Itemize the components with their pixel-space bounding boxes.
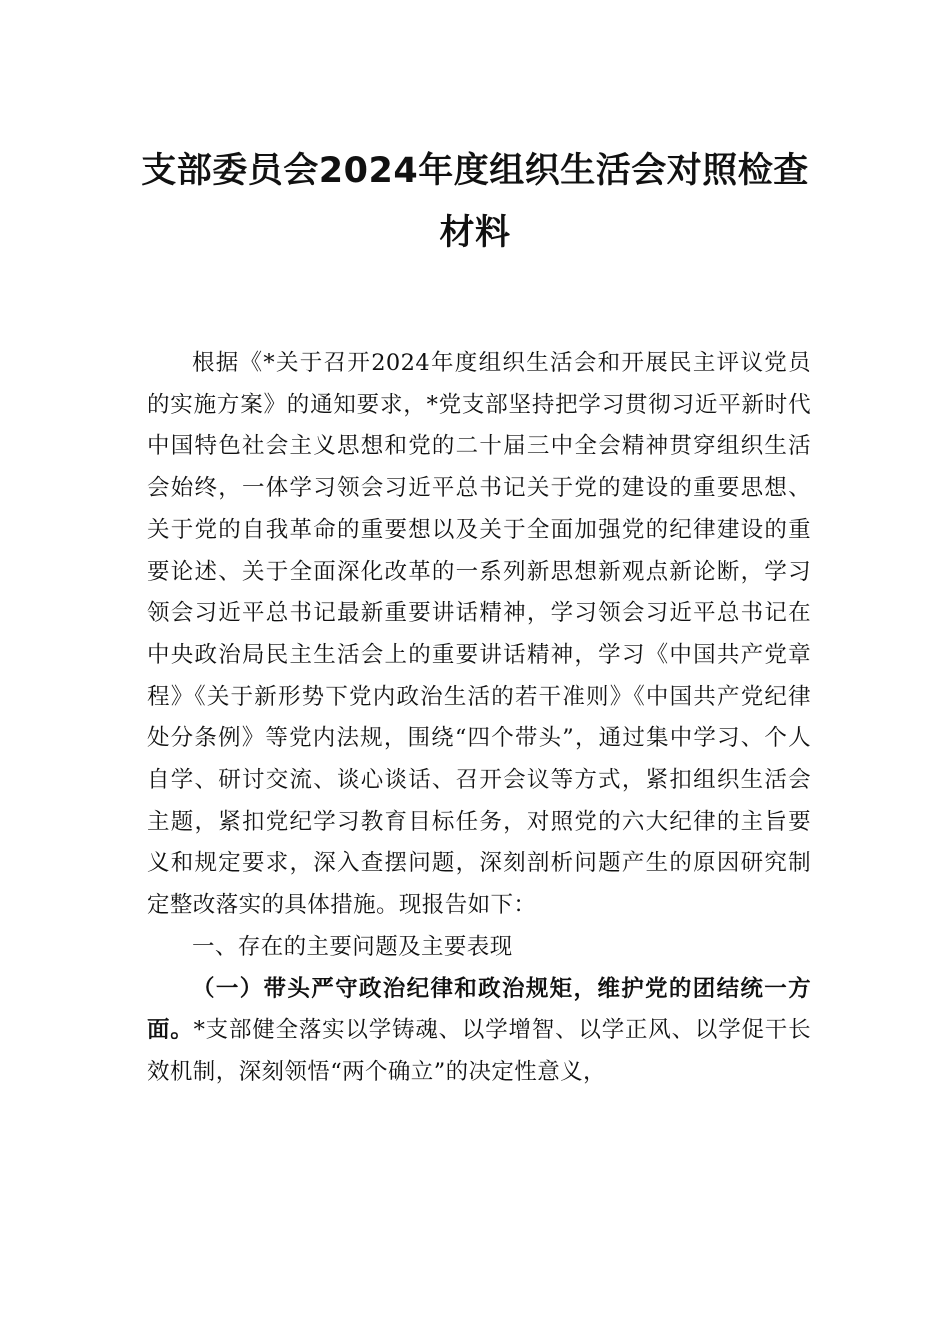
subsection-heading: （一）带头严守政治纪律和政治规矩，维护党的团结统一方面。: [147, 975, 811, 1044]
section-heading: 一、存在的主要问题及主要表现: [192, 933, 513, 960]
subsection-paragraph: [147, 969, 811, 1094]
intro-paragraph: 根据《*关于召开2024年度组织生活会和开展民主评议党员的实施方案》的通知要求，*党支部坚持把学习贯彻习近平新时代中国特色社会主义思想和党的二十届三中全会精神贯穿组织生活会始终，一体学习领会习近平总书记关于党的建设的重要思想、关于党的自我革命的重要想以及关于全面加强党的纪律建设的重要论述、关于全面深化改革的一系列新思想新观点新论断，学习领会习近平总书记最新重要讲话精神，学习领会习近平总书记在中央政治局民主生活会上的重要讲话精神，学习《中国共产党章程》《关于新形势下党内政治生活的若干准则》《中国共产党纪律处分条例》等党内法规，围绕“四个带头”，通过集中学习、个人自学、研讨交流、谈心谈话、召开会议等方式，紧扣组织生活会主题，紧扣党纪学习教育目标任务，对照党的六大纪律的主旨要义和规定要求，深入查摆问题，深刻剖析问题产生的原因研究制定整改落实的具体措施。现报告如下：: [147, 350, 811, 919]
subsection-text: *支部健全落实以学铸魂、以学增智、以学正风、以学促干长效机制，深刻领悟“两个确立”的决定性意义，: [147, 1017, 811, 1085]
document-body: [147, 343, 811, 1094]
document-title: [140, 140, 810, 264]
title-line-1: 支部委员会2024年度组织生活会对照检查: [141, 151, 809, 191]
title-line-2: 材料: [439, 213, 511, 253]
